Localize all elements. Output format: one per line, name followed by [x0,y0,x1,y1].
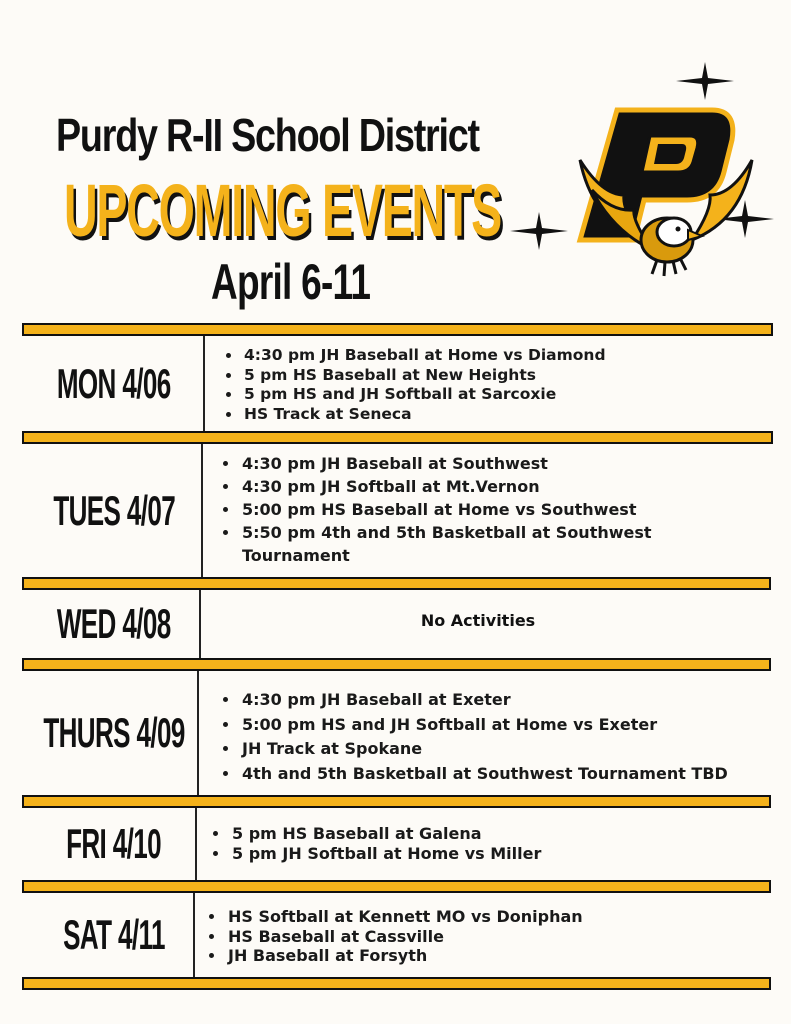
eagle-logo-icon [562,100,762,280]
event-item: • 5 pm HS and JH Softball at Sarcoxie [242,385,606,405]
event-list [220,688,728,786]
divider-bar [22,577,771,590]
event-item: • 4:30 pm JH Baseball at Home vs Diamond [242,346,606,366]
day-label: TUES 4/07 [53,486,175,534]
event-item: • 5:00 pm HS and JH Softball at Home vs Exeter [240,713,728,738]
date-range: April 6-11 [211,254,371,310]
event-item: • 5 pm HS Baseball at Galena [230,824,541,844]
event-item: • 5:00 pm HS Baseball at Home vs Southwest [240,498,670,521]
sparkle-icon [676,62,734,100]
event-list [220,452,670,567]
divider-bar [22,658,771,671]
event-item: • 5 pm JH Softball at Home vs Miller [230,844,541,864]
event-item: • 5:50 pm 4th and 5th Basketball at Southwest Tournament [240,521,670,567]
divider-bar [22,880,771,893]
event-list [210,824,541,864]
event-item: • 4:30 pm JH Softball at Mt.Vernon [240,475,670,498]
day-label: MON 4/06 [57,359,171,407]
day-label: FRI 4/10 [66,820,162,867]
event-item: • 4th and 5th Basketball at Southwest Tournament TBD [240,762,728,787]
divider-bar [22,431,773,444]
event-item: • JH Track at Spokane [240,737,728,762]
event-list [206,907,583,966]
no-activities-note: No Activities [420,611,536,630]
event-list [222,346,606,424]
divider-bar [22,795,771,808]
day-label: THURS 4/09 [43,709,185,756]
day-label: SAT 4/11 [63,911,165,958]
event-item: • HS Track at Seneca [242,405,606,425]
event-item: • JH Baseball at Forsyth [226,946,583,966]
district-name: Purdy R-II School District [56,109,479,161]
day-label: WED 4/08 [57,600,171,647]
divider-bar [22,977,771,990]
event-item: • 4:30 pm JH Baseball at Southwest [240,452,670,475]
event-item: • HS Softball at Kennett MO vs Doniphan [226,907,583,927]
event-item: • 4:30 pm JH Baseball at Exeter [240,688,728,713]
event-item: • HS Baseball at Cassville [226,927,583,947]
divider-bar [22,323,773,336]
sparkle-icon [510,212,568,250]
page-title: UPCOMING EVENTS [64,169,501,252]
event-item: • 5 pm HS Baseball at New Heights [242,366,606,386]
